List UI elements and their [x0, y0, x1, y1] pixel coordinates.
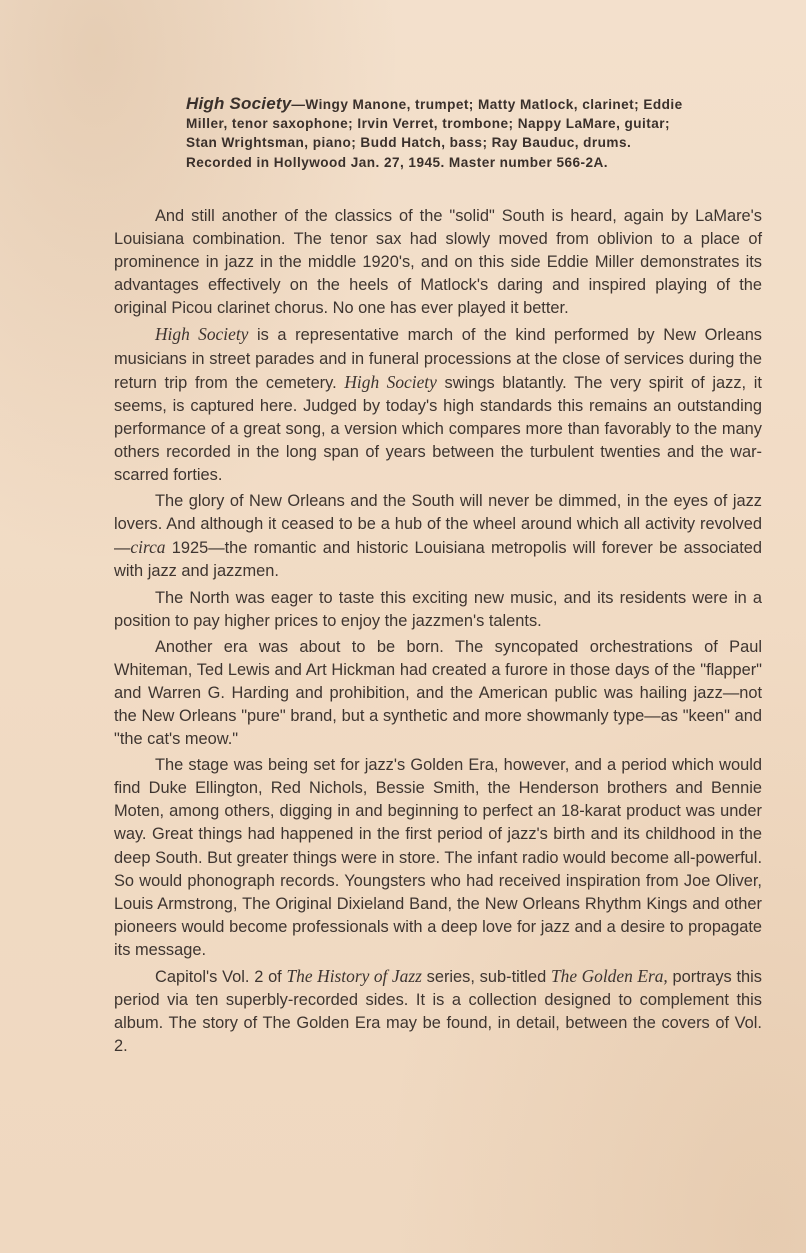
paragraph-2 [114, 323, 762, 487]
latin-term-italic: circa [130, 537, 166, 558]
song-title-italic: High Society [344, 371, 437, 392]
paragraph-3 [114, 490, 762, 583]
song-title-italic: High Society [155, 324, 249, 345]
volume-subtitle-italic: The Golden Era, [550, 966, 668, 986]
paragraph-text: series, sub-titled [421, 968, 551, 986]
paragraph-text: The glory of New Orleans and the South will never be dimmed, in the eyes of jazz lovers. And although it ceased to be a hub of the wheel around which all activity revolved— [114, 492, 762, 558]
track-credits [186, 94, 696, 172]
paragraph-text: portrays this period via ten superbly-recorded sides. It is a collection designed to complement this album. The story of The Golden Era may be found, in detail, between the covers of Vol. 2. [114, 968, 763, 1056]
paragraph-text: swings blatantly. The very spirit of jazz, it seems, is captured here. Judged by today's high standards this remains an outstanding performance of a great song, a version which compares more than favorably to the many others recorded in the long span of years between the turbulent twenties and the war-scarred forties. [114, 373, 762, 485]
paragraph-6: The stage was being set for jazz's Golden Era, however, and a period which would find Duke Ellington, Red Nichols, Bessie Smith, the Henderson brothers and Bennie Moten, among others, digging in and beginning to perfect an 18-karat product was under way. Great things had happened in the first period of jazz's birth and its childhood in the deep South. But greater things were in store. The infant radio would become all-powerful. So would phonograph records. Youngsters who had received inspiration from Joe Oliver, Louis Armstrong, The Original Dixieland Band, the New Orleans Rhythm Kings and other pioneers would become professionals with a deep love for jazz and a desire to propagate its message. [114, 756, 762, 959]
track-personnel: —Wingy Manone, trumpet; Matty Matlock, clarinet; Eddie Miller, tenor saxophone; Irvin Verret, trombone; Nappy LaMare, guitar; Stan Wrightsman, piano; Budd Hatch, bass; Ray Bauduc, drums. Recorded in Hollywood Jan. 27, 1945. Master number 566-2A. [186, 97, 683, 170]
series-title-italic: The History of Jazz [286, 966, 422, 986]
paragraph-5: Another era was about to be born. The syncopated orchestrations of Paul Whiteman, Ted Lewis and Art Hickman had created a furore in those days of the "flapper" and Warren G. Harding and prohibition, and the American public was hailing jazz—not the New Orleans "pure" brand, but a synthetic and more showmanly type—as "keen" and "the cat's meow." [114, 637, 762, 749]
track-title: High Society [186, 94, 292, 113]
paragraph-text: Capitol's Vol. 2 of [155, 968, 287, 986]
paragraph-7 [114, 965, 762, 1058]
paragraph-text: is a representative march of the kind performed by New Orleans musicians in street parades and in funeral processions at the close of services during the return trip from the cemetery. [114, 326, 763, 392]
paragraph-1: And still another of the classics of the "solid" South is heard, again by LaMare's Louisiana combination. The tenor sax had slowly moved from oblivion to a place of prominence in jazz in the middle 1920's, and on this side Eddie Miller demonstrates its advantages effectively on the heels of Matlock's daring and inspired playing of the original Picou clarinet chorus. No one has ever played it better. [114, 207, 762, 318]
paragraph-4: The North was eager to taste this exciting new music, and its residents were in a position to pay higher prices to enjoy the jazzmen's talents. [114, 588, 762, 630]
paragraph-text: 1925—the romantic and historic Louisiana metropolis will forever be associated with jazz and jazzmen. [114, 539, 762, 581]
liner-notes-body [114, 205, 762, 1061]
